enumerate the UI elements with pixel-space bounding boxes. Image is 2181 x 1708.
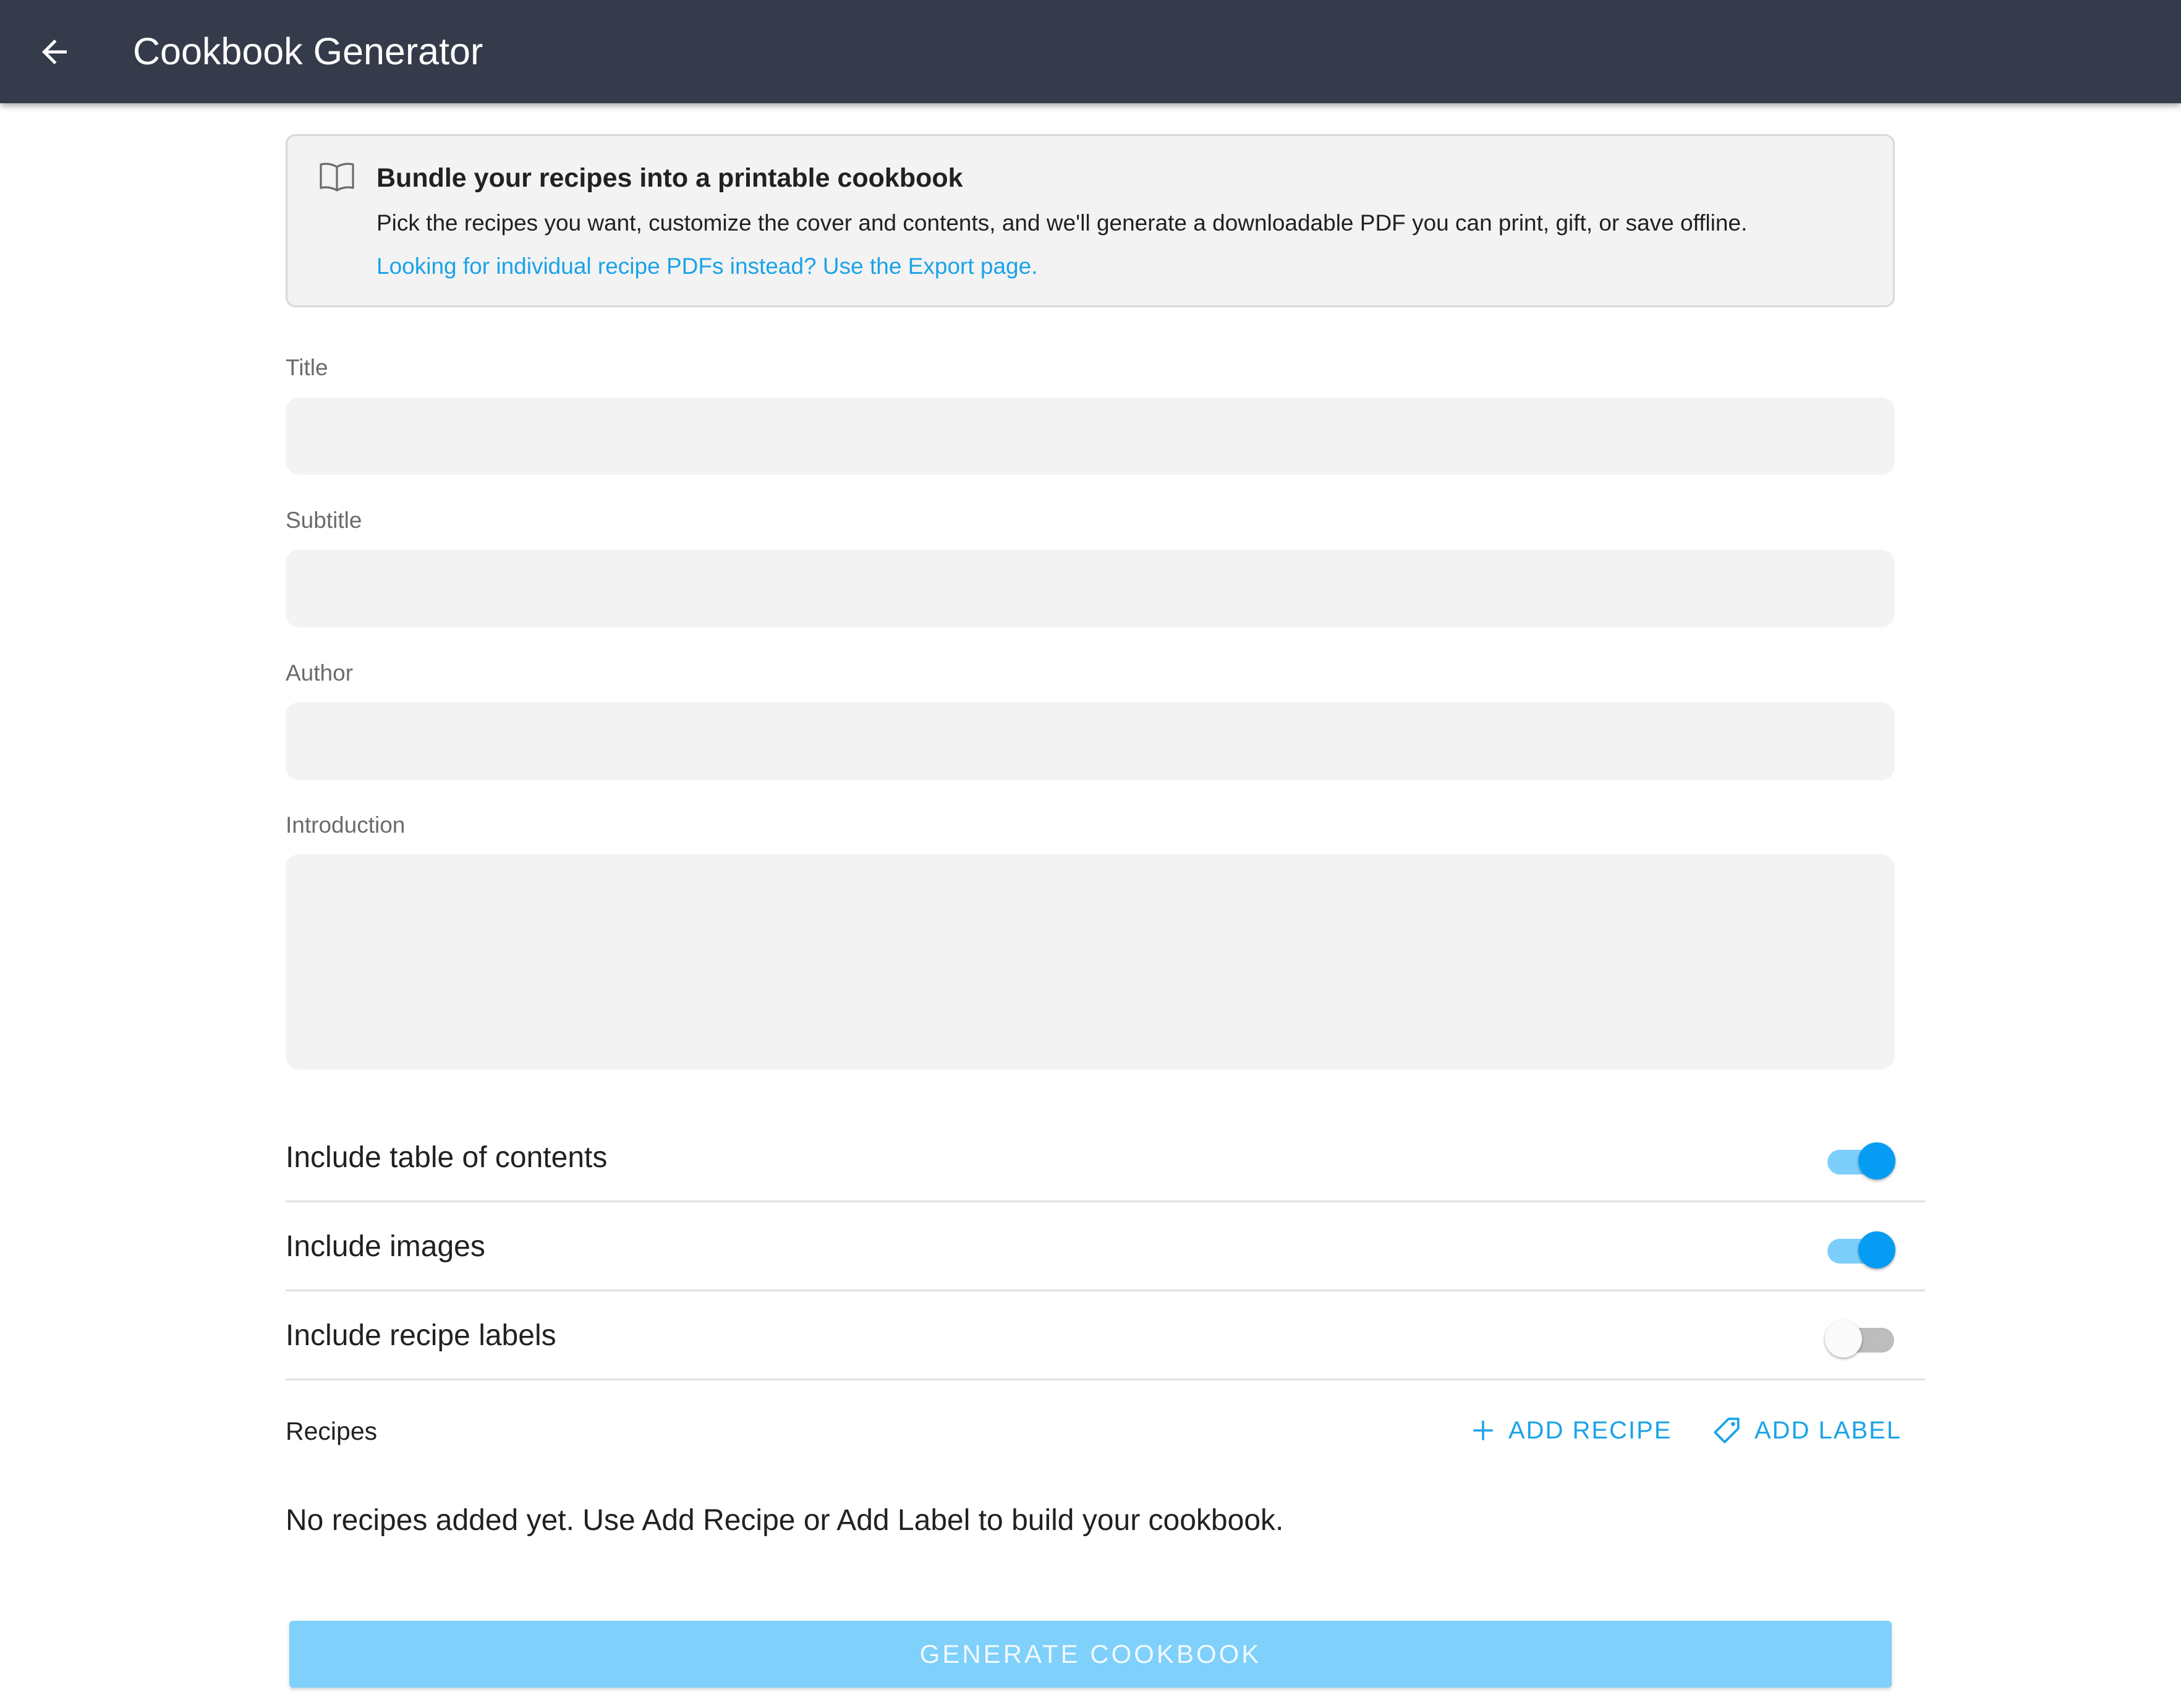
- introduction-textarea[interactable]: [286, 854, 1895, 1069]
- empty-recipes-message: No recipes added yet. Use Add Recipe or Add Label to build your cookbook.: [286, 1504, 1284, 1537]
- toggle-label: Include recipe labels: [286, 1319, 556, 1352]
- subtitle-label: Subtitle: [286, 508, 362, 533]
- images-switch[interactable]: [1825, 1231, 1895, 1266]
- add-recipe-button[interactable]: [1470, 1404, 1672, 1456]
- toggle-label: Include table of contents: [286, 1141, 608, 1174]
- main-content: [286, 103, 1925, 1708]
- author-label: Author: [286, 660, 354, 686]
- introduction-label: Introduction: [286, 812, 406, 838]
- back-button[interactable]: [25, 22, 84, 82]
- switch-knob: [1825, 1320, 1862, 1357]
- info-title: Bundle your recipes into a printable cookbook: [376, 163, 963, 193]
- export-page-link[interactable]: Looking for individual recipe PDFs instead? Use the Export page.: [376, 253, 1038, 279]
- title-label: Title: [286, 355, 328, 380]
- book-icon: [318, 161, 355, 193]
- info-description: Pick the recipes you want, customize the cover and contents, and we'll generate a downloadable PDF you can print, gift, or save offline.: [376, 210, 1748, 236]
- recipe-labels-switch[interactable]: [1825, 1320, 1895, 1355]
- toggle-row-table-of-contents: [286, 1113, 1925, 1202]
- toggle-row-recipe-labels: [286, 1291, 1925, 1380]
- page-title: Cookbook Generator: [133, 30, 483, 72]
- plus-icon: [1470, 1417, 1496, 1443]
- toggle-label: Include images: [286, 1230, 485, 1263]
- table-of-contents-switch[interactable]: [1825, 1142, 1895, 1177]
- toggle-row-images: [286, 1202, 1925, 1291]
- add-recipe-label: ADD RECIPE: [1508, 1416, 1672, 1444]
- info-card: [286, 134, 1895, 307]
- author-input[interactable]: [286, 702, 1895, 780]
- add-label-label: ADD LABEL: [1754, 1416, 1902, 1444]
- title-input[interactable]: [286, 397, 1895, 475]
- add-label-button[interactable]: [1711, 1404, 1902, 1456]
- tag-icon: [1711, 1415, 1742, 1446]
- app-bar: [0, 0, 2181, 103]
- subtitle-input[interactable]: [286, 550, 1895, 627]
- generate-cookbook-button[interactable]: GENERATE COOKBOOK: [289, 1621, 1892, 1688]
- recipes-heading: Recipes: [286, 1417, 378, 1445]
- switch-knob: [1858, 1231, 1895, 1268]
- switch-knob: [1858, 1142, 1895, 1179]
- back-arrow-icon: [36, 33, 73, 70]
